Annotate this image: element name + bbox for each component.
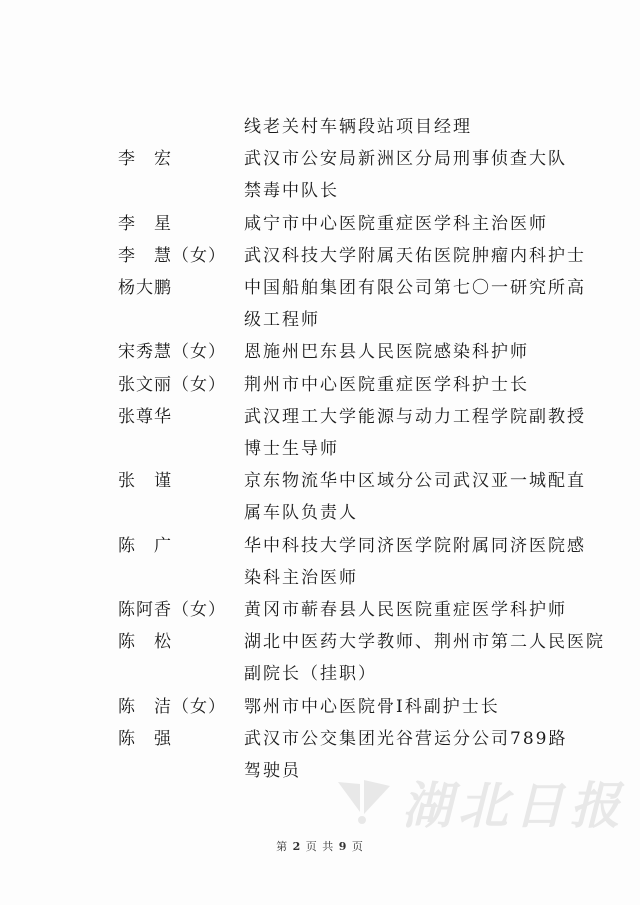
entry-name: 张 谨 <box>118 471 172 492</box>
entry-description-line: 咸宁市中心医院重症医学科主治医师 <box>244 213 548 234</box>
entry-description-line: 华中科技大学同济医学院附属同济医院感 <box>244 535 586 556</box>
entry-description-line: 武汉科技大学附属天佑医院肿瘤内科护士 <box>244 245 586 266</box>
entry-name: 陈 松 <box>118 632 172 653</box>
entry-description-line: 京东物流华中区域分公司武汉亚一城配直 <box>244 471 586 492</box>
watermark-logo <box>330 762 626 835</box>
page-footer <box>0 838 640 854</box>
entry-name: 李 宏 <box>118 149 172 170</box>
entry-name: 宋秀慧（女） <box>118 342 226 363</box>
entry-description-line: 武汉市公安局新洲区分局刑事侦查大队 <box>244 149 567 170</box>
entry-description-line: 禁毒中队长 <box>244 181 339 202</box>
entry-name: 李 星 <box>118 213 172 234</box>
entry-description-line: 黄冈市蕲春县人民医院重症医学科护师 <box>244 600 567 620</box>
footer-prefix: 第 <box>276 840 289 853</box>
entry-description-line: 荆州市中心医院重症医学科护士长 <box>244 374 529 395</box>
entry-description-line: 染科主治医师 <box>244 567 358 588</box>
entry-description-line: 武汉理工大学能源与动力工程学院副教授 <box>244 406 586 427</box>
entry-description-line: 级工程师 <box>244 310 320 331</box>
watermark-emblem-icon <box>330 762 400 832</box>
entry-name: 张文丽（女） <box>118 374 226 395</box>
entry-description-line: 副院长（挂职） <box>244 664 377 685</box>
watermark-text: 湖北日报 <box>402 777 626 835</box>
entry-name: 陈 强 <box>118 728 172 749</box>
footer-total-pages: 9 <box>338 840 348 853</box>
entry-name: 陈 洁（女） <box>118 696 226 717</box>
entry-description-line: 线老关村车辆段站项目经理 <box>244 117 472 137</box>
entry-description-line: 博士生导师 <box>244 439 339 459</box>
entry-name: 陈阿香（女） <box>118 600 226 620</box>
entry-name: 杨大鹏 <box>118 278 172 298</box>
entry-description-line: 中国船舶集团有限公司第七〇一研究所高 <box>244 278 586 298</box>
entry-description-line: 驾驶员 <box>244 761 301 781</box>
entry-description-line: 湖北中医药大学教师、荆州市第二人民医院 <box>244 632 605 653</box>
entry-description-line: 武汉市公交集团光谷营运分公司789路 <box>244 728 568 749</box>
entry-name: 陈 广 <box>118 535 172 556</box>
entry-description-line: 鄂州市中心医院骨Ⅰ科副护士长 <box>244 696 500 717</box>
footer-current-page: 2 <box>292 840 302 853</box>
footer-middle: 页 共 <box>305 840 335 853</box>
footer-suffix: 页 <box>351 840 364 853</box>
entry-description-line: 恩施州巴东县人民医院感染科护师 <box>244 342 529 363</box>
entry-name: 张尊华 <box>118 406 172 427</box>
entry-description-line: 属车队负责人 <box>244 503 358 524</box>
entry-name: 李 慧（女） <box>118 245 226 266</box>
